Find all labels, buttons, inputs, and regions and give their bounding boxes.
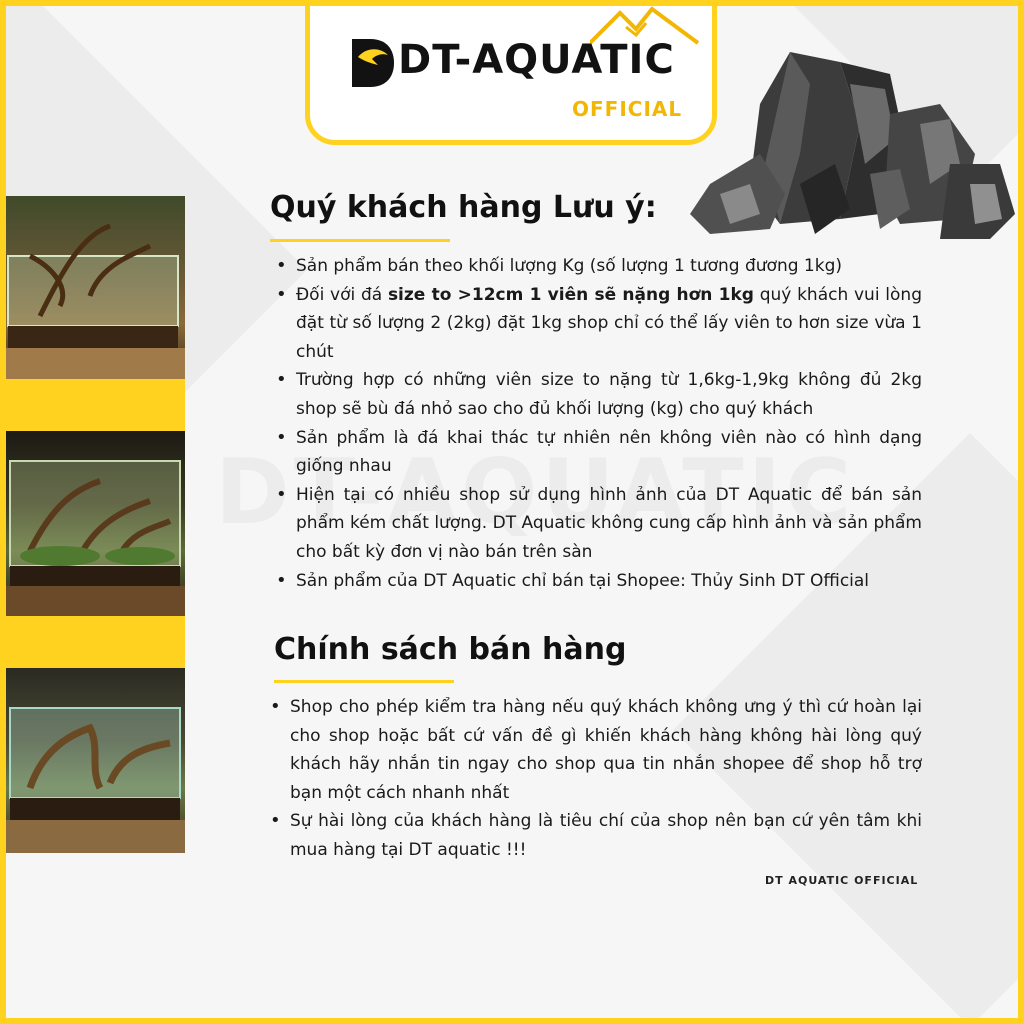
aquarium-photo-3 <box>0 668 185 853</box>
dolphin-logo-icon <box>348 33 396 93</box>
notice-item: • Sản phẩm của DT Aquatic chỉ bán tại Shopee: Thủy Sinh DT Official <box>272 567 922 596</box>
policy-underline <box>274 680 454 683</box>
aquarium-photo-1 <box>0 196 185 379</box>
policy-item: • Shop cho phép kiểm tra hàng nếu quý khách không ưng ý thì cứ hoàn lại cho shop hoặc bất cứ vấn đề gì khiến khách hàng không hài lòng quý khách hãy nhắn tin ngay cho shop qua tin nhắn shopee để shop hỗ trợ bạn một cách nhanh nhất <box>266 693 922 807</box>
policy-title: Chính sách bán hàng <box>274 632 627 667</box>
rocks-image <box>690 44 1018 244</box>
logo-header <box>305 0 717 145</box>
policy-list <box>266 693 922 865</box>
notice-item: • Đối với đá size to >12cm 1 viên sẽ nặng hơn 1kg quý khách vui lòng đặt từ số lượng 2 (2kg) đặt 1kg shop chỉ có thể lấy viên to hơn size vừa 1 chút <box>272 281 922 367</box>
notice-item: • Sản phẩm bán theo khối lượng Kg (số lượng 1 tương đương 1kg) <box>272 252 922 281</box>
yellow-stripe <box>0 379 185 431</box>
notice-item: • Hiện tại có nhiều shop sử dụng hình ảnh của DT Aquatic để bán sản phẩm kém chất lượng. DT Aquatic không cung cấp hình ảnh và sản phẩm cho bất kỳ đơn vị nào bán trên sàn <box>272 481 922 567</box>
brand-sub: OFFICIAL <box>572 97 683 121</box>
policy-item: • Sự hài lòng của khách hàng là tiêu chí của shop nên bạn cứ yên tâm khi mua hàng tại DT aquatic !!! <box>266 807 922 864</box>
notice-item: • Sản phẩm là đá khai thác tự nhiên nên không viên nào có hình dạng giống nhau <box>272 424 922 481</box>
notice-item: • Trường hợp có những viên size to nặng từ 1,6kg-1,9kg không đủ 2kg shop sẽ bù đá nhỏ sao cho đủ khối lượng (kg) cho quý khách <box>272 366 922 423</box>
notice-title: Quý khách hàng Lưu ý: <box>270 190 657 225</box>
footer-signature: DT AQUATIC OFFICIAL <box>765 874 919 887</box>
brand-name: DT-AQUATIC <box>398 37 675 83</box>
aquarium-photo-2 <box>0 431 185 616</box>
notice-list <box>272 252 922 595</box>
yellow-stripe <box>0 616 185 668</box>
notice-underline <box>270 239 450 242</box>
